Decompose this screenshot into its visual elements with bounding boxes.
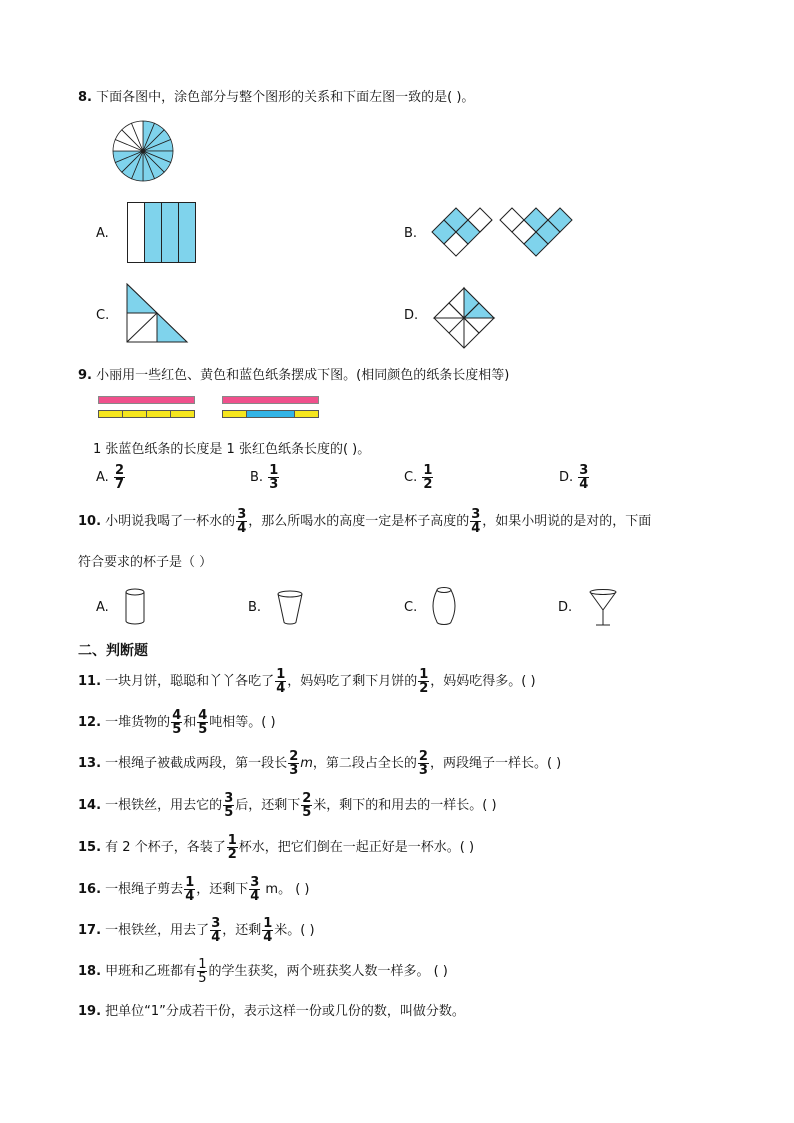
q12-line: 12. 一堆货物的 $\frac{4}{5}$ 和 $\frac{4}{5}$ 吨相等。( ) [78,708,276,737]
q9-option-b[interactable] [250,464,280,491]
q10-option-b-label: B. [248,600,262,615]
cylinder-cup-icon [124,588,146,626]
q10-option-d-label: D. [558,600,573,615]
q9-option-a-fraction: $\frac{2}{7}$ [114,463,124,492]
barrel-cup-icon [431,586,457,626]
q10-line [78,508,651,535]
q11-fraction-1: $\frac{1}{4}$ [276,667,286,696]
q10-option-a-label: A. [96,600,109,615]
q9-subquestion: 1 张蓝色纸条的长度是 1 张红色纸条长度的( )。 [93,442,371,457]
q9-option-b-fraction: $\frac{1}{3}$ [269,463,279,492]
q10-text-2: ，那么所喝水的高度一定是杯子高度的 [248,514,470,529]
q17-fraction-2: $\frac{1}{4}$ [263,916,273,945]
q15-line: 15. 有 2 个杯子，各装了 $\frac{1}{2}$ 杯水，把它们倒在一起正好是一杯水。( ) [78,833,475,862]
q13-line: 13. 一根绳子被截成两段，第一段长 $\frac{2}{3}$ m，第二段占全长的 $\frac{2}{3}$ ，两段绳子一样长。( ) [78,749,562,778]
q9-text: 小丽用一些红色、黄色和蓝色纸条摆成下图。(相同颜色的纸条长度相等) [96,368,510,383]
q9-strips-figure [98,396,322,422]
q9-option-b-label: B. [250,470,264,485]
q9-option-c-fraction: $\frac{1}{2}$ [423,463,433,492]
q13-number: 13. [78,756,102,771]
q10-number: 10. [78,514,102,529]
q14-fraction-1: $\frac{3}{5}$ [224,791,234,820]
tapered-cup-icon [276,590,304,626]
q8-number: 8. [78,90,92,105]
q12-number: 12. [78,715,102,730]
q8-reference-circle [112,120,174,182]
q17-line: 17. 一根铁丝，用去了 $\frac{3}{4}$ ，还剩 $\frac{1}{4}$ 米。( ) [78,916,315,945]
q10-text-1: 小明说我喝了一杯水的 [105,514,236,529]
q15-number: 15. [78,840,102,855]
q9-line [78,364,509,383]
q19-number: 19. [78,1004,102,1019]
q16-fraction-1: $\frac{1}{4}$ [185,875,195,904]
q8-option-a-label: A. [96,226,109,241]
q10-text-3: ，如果小明说的是对的，下面 [482,514,652,529]
q9-option-d[interactable] [559,464,590,491]
q8-option-b-label: B. [404,226,418,241]
q11-line: 11. 一块月饼，聪聪和丫丫各吃了 $\frac{1}{4}$ ，妈妈吃了剩下月饼的 $\frac{1}{2}$ ，妈妈吃得多。( ) [78,667,536,696]
q13-fraction-1: $\frac{2}{3}$ [289,749,299,778]
q15-fraction-1: $\frac{1}{2}$ [227,833,237,862]
q14-fraction-2: $\frac{2}{5}$ [302,791,312,820]
q14-line: 14. 一根铁丝，用去它的 $\frac{3}{5}$ 后，还剩下 $\frac{2}{5}$ 米，剩下的和用去的一样长。( ) [78,791,497,820]
q9-option-c[interactable] [404,464,434,491]
q16-fraction-2: $\frac{3}{4}$ [250,875,260,904]
q18-line: 18. 甲班和乙班都有 $\frac{1}{5}$ 的学生获奖，两个班获奖人数一样多。 ( ) [78,957,448,986]
q9-option-d-fraction: $\frac{3}{4}$ [579,463,589,492]
q8-option-c-label: C. [96,308,110,323]
q8-option-b-figure [432,208,572,258]
q8-text: 下面各图中，涂色部分与整个图形的关系和下面左图一致的是( )。 [96,90,475,105]
q18-fraction-1: $\frac{1}{5}$ [198,957,207,986]
q8-option-a-figure [127,202,197,264]
q17-number: 17. [78,923,102,938]
q12-fraction-2: $\frac{4}{5}$ [198,708,208,737]
q8-option-d-label: D. [404,308,419,323]
q16-number: 16. [78,882,102,897]
q10-fraction-1: $\frac{3}{4}$ [237,507,247,536]
q9-option-d-label: D. [559,470,574,485]
section-title: 二、判断题 [78,643,148,659]
q9-option-c-label: C. [404,470,418,485]
q19-line: 19. 把单位“1”分成若干份，表示这样一份或几份的数，叫做分数。 [78,1004,465,1019]
q11-fraction-2: $\frac{1}{2}$ [419,667,429,696]
q12-fraction-1: $\frac{4}{5}$ [172,708,182,737]
q9-number: 9. [78,368,92,383]
q8-line [78,86,474,105]
q10-fraction-2: $\frac{3}{4}$ [471,507,481,536]
q17-fraction-1: $\frac{3}{4}$ [211,916,221,945]
q9-option-a-label: A. [96,470,109,485]
q10-option-c-label: C. [404,600,418,615]
q9-option-a[interactable] [96,464,126,491]
q18-number: 18. [78,964,102,979]
q8-option-d-figure [434,288,494,348]
q8-option-c-figure [127,284,189,344]
q16-line: 16. 一根绳子剪去 $\frac{1}{4}$ ，还剩下 $\frac{3}{4}$ m。 ( ) [78,875,310,904]
q13-fraction-2: $\frac{2}{3}$ [418,749,428,778]
q10-line2: 符合要求的杯子是（ ） [78,555,213,570]
cocktail-glass-icon [588,588,618,628]
q11-number: 11. [78,674,102,689]
q14-number: 14. [78,798,102,813]
